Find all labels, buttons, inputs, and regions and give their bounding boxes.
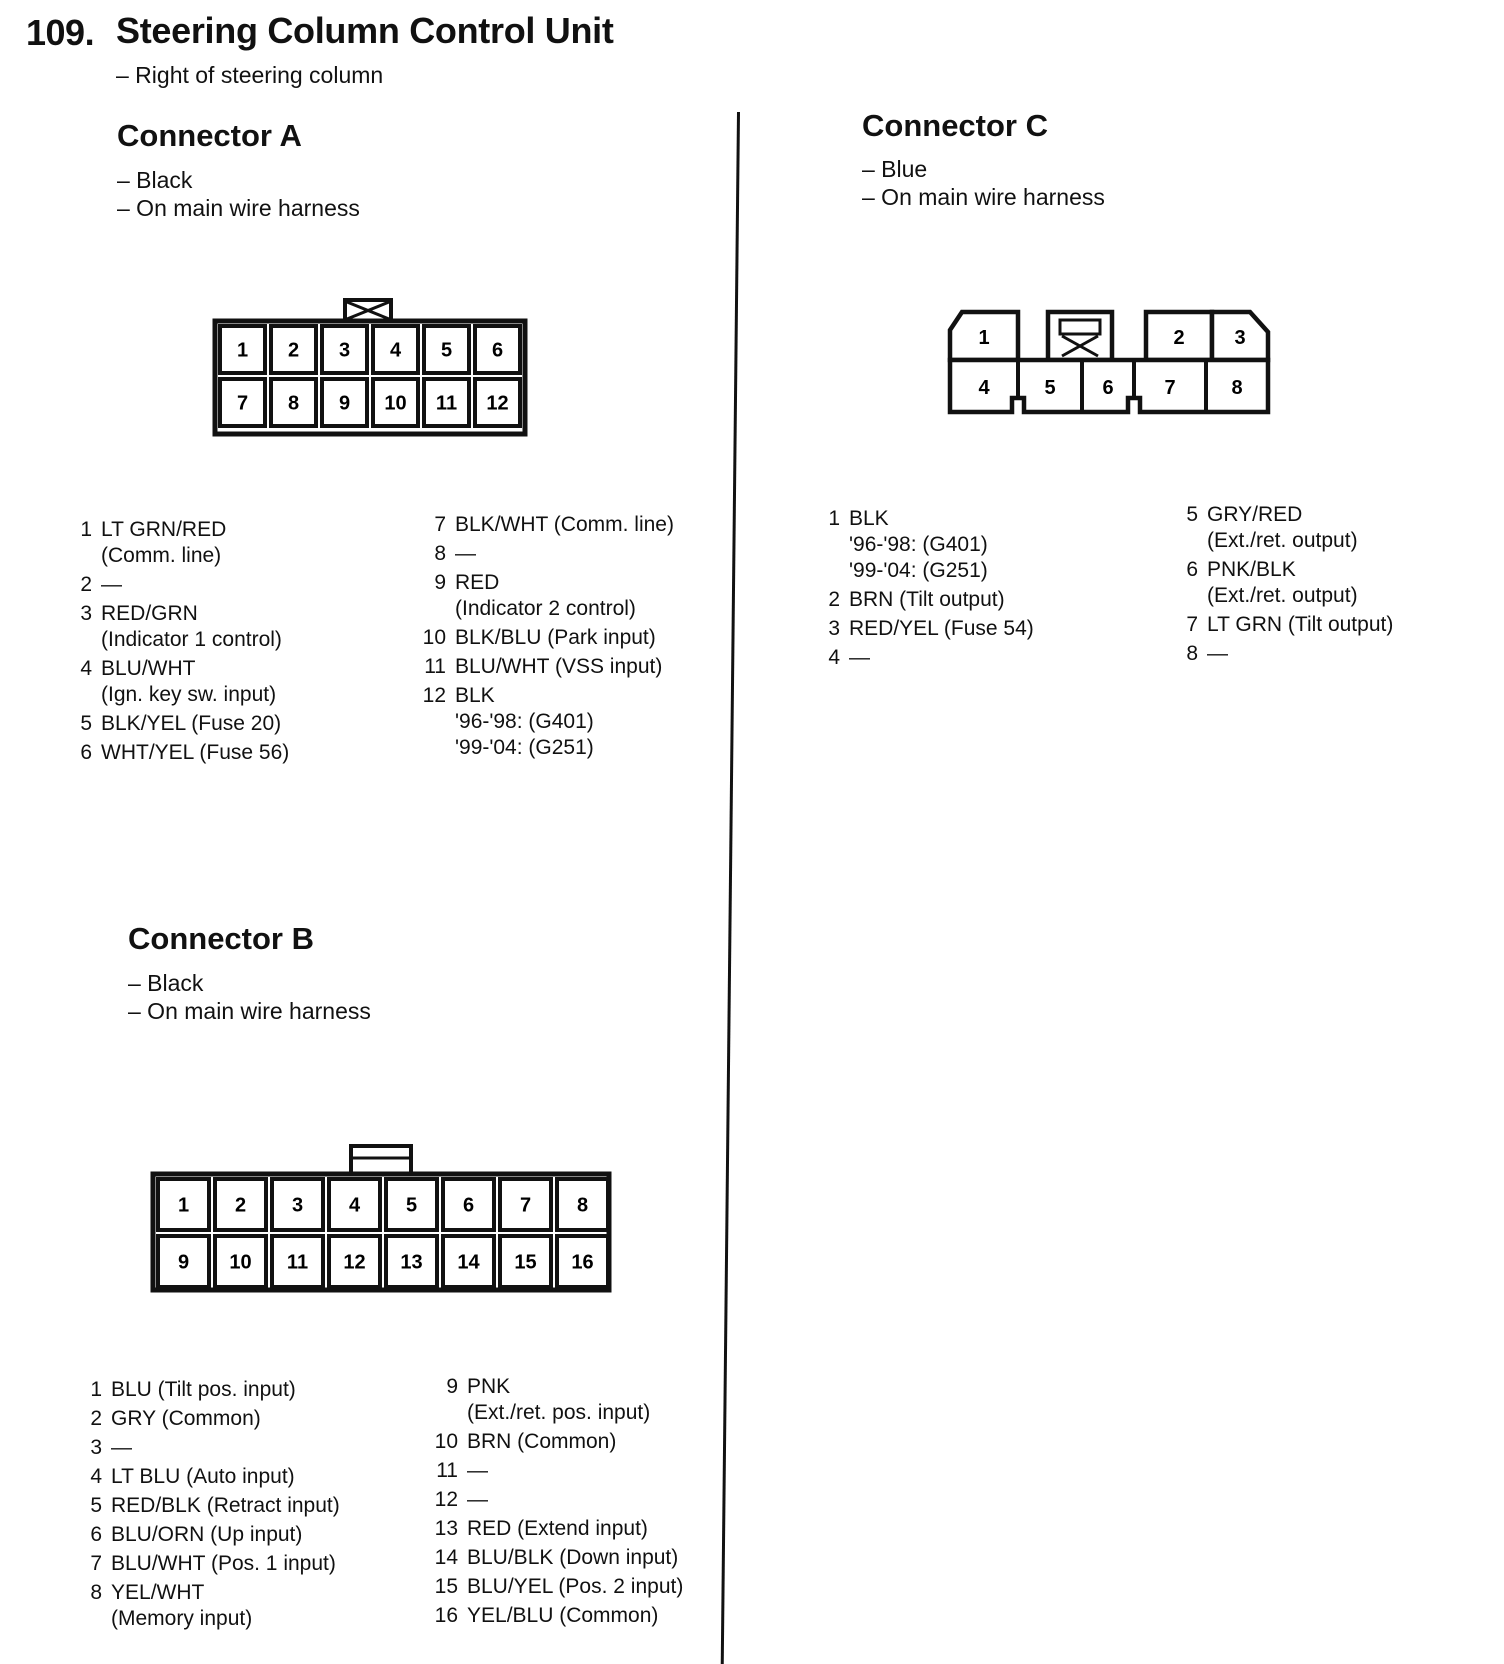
pin-description-line: PNK/BLK <box>1207 558 1296 581</box>
pin-description <box>111 1493 340 1519</box>
pin-description <box>1207 641 1228 667</box>
pin-number: 7 <box>434 513 446 536</box>
pin-entry <box>66 601 396 653</box>
pin-entry <box>66 517 396 569</box>
pin-entry <box>66 572 396 598</box>
pin-description-line: — <box>849 646 870 669</box>
connector-a-pin-label: 9 <box>338 392 351 415</box>
pin-description-line: BLK <box>455 684 495 707</box>
pin-description <box>455 625 656 651</box>
pin-entry <box>66 656 396 708</box>
pin-number: 6 <box>80 741 92 764</box>
pin-description <box>467 1603 658 1629</box>
pin-number: 5 <box>1186 503 1198 526</box>
pin-entry <box>418 683 738 761</box>
pin-entry <box>430 1516 750 1542</box>
pin-description-line: (Ext./ret. output) <box>1207 584 1358 607</box>
pin-description-line: BLU/ORN (Up input) <box>111 1523 303 1546</box>
pin-entry <box>78 1435 418 1461</box>
pin-number: 10 <box>434 1430 458 1453</box>
pin-description-line: — <box>101 573 122 596</box>
connector-b-pin-label: 9 <box>177 1251 190 1274</box>
pin-description-line: — <box>467 1488 488 1511</box>
pin-description-line: '99-'04: (G251) <box>455 736 594 759</box>
pin-description-line: GRY (Common) <box>111 1407 261 1430</box>
connector-b-pin-label: 1 <box>177 1194 190 1217</box>
pin-description <box>101 656 276 708</box>
connector-c-pins-left <box>818 506 1148 674</box>
page-number: 109. <box>26 12 95 53</box>
connector-a-pin-label: 10 <box>384 392 407 415</box>
pin-description-line: RED/BLK (Retract input) <box>111 1494 340 1517</box>
pin-description <box>467 1458 488 1484</box>
pin-description-line: LT GRN (Tilt output) <box>1207 613 1394 636</box>
connector-a-pin-label: 6 <box>491 339 504 362</box>
pin-description-line: — <box>455 542 476 565</box>
pin-number: 2 <box>828 588 840 611</box>
pin-number: 12 <box>434 1488 458 1511</box>
pin-number: 11 <box>436 1459 458 1482</box>
pin-description <box>455 570 636 622</box>
pin-description-line: RED/GRN <box>101 602 198 625</box>
connector-c-notes <box>862 155 1105 211</box>
pin-number: 8 <box>1186 642 1198 665</box>
pin-description-line: BLU/WHT <box>101 657 196 680</box>
pin-description-line: GRY/RED <box>1207 503 1303 526</box>
connector-a-pin-label: 12 <box>486 392 509 415</box>
pin-description-line: PNK <box>467 1375 511 1398</box>
pin-description-line: (Comm. line) <box>101 544 222 567</box>
pin-number: 8 <box>90 1581 102 1604</box>
pin-description <box>849 506 988 584</box>
connector-a-pin-label: 5 <box>440 339 453 362</box>
pin-number: 11 <box>424 655 446 678</box>
pin-number: 10 <box>422 626 446 649</box>
pin-description-line: BLU/YEL (Pos. 2 input) <box>467 1575 684 1598</box>
pin-entry <box>418 541 738 567</box>
pin-description-line: LT BLU (Auto input) <box>111 1465 295 1488</box>
pin-description-line: — <box>467 1459 488 1482</box>
pin-number: 1 <box>80 518 92 541</box>
pin-description <box>111 1377 296 1403</box>
pin-entry <box>78 1493 418 1519</box>
pin-entry <box>430 1458 750 1484</box>
pin-description-line: '96-'98: (G401) <box>849 533 988 556</box>
connector-c-title: Connector C <box>862 108 1048 143</box>
connector-b-pins-left <box>78 1377 418 1635</box>
connector-b-pin-label: 13 <box>400 1251 423 1274</box>
pin-number: 7 <box>90 1552 102 1575</box>
pin-description-line: BLK/WHT (Comm. line) <box>455 513 674 536</box>
pin-description <box>101 711 281 737</box>
pin-number: 9 <box>434 571 446 594</box>
pin-number: 13 <box>434 1517 458 1540</box>
pin-entry <box>818 506 1148 584</box>
pin-description <box>455 654 662 680</box>
pin-description-line: — <box>1207 642 1228 665</box>
connector-a-pin-label: 2 <box>287 339 300 362</box>
pin-entry <box>78 1377 418 1403</box>
pin-entry <box>78 1406 418 1432</box>
pin-description-line: WHT/YEL (Fuse 56) <box>101 741 290 764</box>
pin-number: 3 <box>828 617 840 640</box>
pin-entry <box>430 1374 750 1426</box>
pin-description-line: (Ext./ret. pos. input) <box>467 1401 651 1424</box>
pin-description <box>849 587 1005 613</box>
connector-c-pin-label: 7 <box>1164 377 1176 399</box>
connector-b-latch <box>351 1146 411 1174</box>
pin-description-line: BLU (Tilt pos. input) <box>111 1378 296 1401</box>
pin-description <box>849 645 870 671</box>
pin-description <box>467 1429 616 1455</box>
pin-description-line: '99-'04: (G251) <box>849 559 988 582</box>
connector-b-pin-label: 3 <box>291 1194 304 1217</box>
pin-entry <box>818 645 1148 671</box>
pin-description-line: (Indicator 2 control) <box>455 597 636 620</box>
pin-description-line: (Ext./ret. output) <box>1207 529 1358 552</box>
pin-entry <box>430 1603 750 1629</box>
pin-entry <box>418 570 738 622</box>
pin-description-line: BLU/WHT (VSS input) <box>455 655 663 678</box>
pin-description <box>101 601 282 653</box>
pin-entry <box>430 1545 750 1571</box>
pin-description <box>467 1516 648 1542</box>
connector-a-notes <box>117 166 360 222</box>
pin-description-line: BLK/BLU (Park input) <box>455 626 656 649</box>
pin-number: 16 <box>434 1604 458 1627</box>
pin-description-line: — <box>111 1436 132 1459</box>
connector-b-pin-label: 8 <box>576 1194 589 1217</box>
pin-description <box>111 1406 261 1432</box>
connector-c-pin-label: 6 <box>1102 377 1114 399</box>
pin-description-line: RED/YEL (Fuse 54) <box>849 617 1034 640</box>
connector-b-notes <box>128 969 371 1025</box>
pin-number: 14 <box>434 1546 458 1569</box>
connector-a-location-note: – On main wire harness <box>117 195 360 221</box>
pin-entry <box>1176 557 1496 609</box>
connector-b-pin-label: 4 <box>348 1194 361 1217</box>
pin-description-line: YEL/BLU (Common) <box>467 1604 659 1627</box>
pin-description-line: '96-'98: (G401) <box>455 710 594 733</box>
pin-description-line: BRN (Tilt output) <box>849 588 1005 611</box>
connector-b-pin-label: 12 <box>343 1251 366 1274</box>
connector-c-pin-label: 5 <box>1044 377 1056 399</box>
pin-number: 5 <box>80 712 92 735</box>
pin-number: 1 <box>90 1378 102 1401</box>
connector-b-pin-label: 6 <box>462 1194 475 1217</box>
connector-a-pin-label: 4 <box>389 339 402 362</box>
pin-description-line: YEL/WHT <box>111 1581 205 1604</box>
pin-number: 2 <box>90 1407 102 1430</box>
pin-number: 15 <box>434 1575 458 1598</box>
pin-number: 8 <box>434 542 446 565</box>
pin-entry <box>818 616 1148 642</box>
pin-description-line: BLU/WHT (Pos. 1 input) <box>111 1552 336 1575</box>
pin-description <box>455 683 594 761</box>
connector-c-color-note: – Blue <box>862 156 928 182</box>
pin-number: 2 <box>80 573 92 596</box>
pin-entry <box>1176 502 1496 554</box>
connector-a-pin-label: 7 <box>236 392 249 415</box>
pin-description <box>111 1580 252 1632</box>
connector-b-pin-label: 15 <box>514 1251 537 1274</box>
pin-description <box>455 512 674 538</box>
pin-description <box>111 1464 295 1490</box>
pin-description <box>467 1574 683 1600</box>
connector-b-pin-label: 5 <box>405 1194 418 1217</box>
connector-b-title: Connector B <box>128 921 314 956</box>
pin-description <box>111 1522 302 1548</box>
connector-b-pin-label: 2 <box>234 1194 247 1217</box>
connector-b-pin-label: 7 <box>519 1194 532 1217</box>
pin-description <box>101 740 289 766</box>
pin-entry <box>66 740 396 766</box>
pin-number: 4 <box>828 646 840 669</box>
pin-number: 3 <box>80 602 92 625</box>
connector-b-pin-label: 10 <box>229 1251 252 1274</box>
pin-entry <box>1176 612 1496 638</box>
pin-description <box>455 541 476 567</box>
pin-entry <box>818 587 1148 613</box>
pin-number: 4 <box>80 657 92 680</box>
pin-entry <box>78 1580 418 1632</box>
connector-b-pin-label: 16 <box>571 1251 594 1274</box>
pin-description <box>1207 502 1358 554</box>
connector-a-diagram <box>200 290 540 440</box>
pin-number: 12 <box>422 684 446 707</box>
pin-number: 4 <box>90 1465 102 1488</box>
connector-a-color-note: – Black <box>117 167 193 193</box>
connector-c-pin-label: 3 <box>1234 327 1246 349</box>
page-title: Steering Column Control Unit <box>116 10 614 51</box>
pin-number: 3 <box>90 1436 102 1459</box>
pin-entry <box>78 1522 418 1548</box>
pin-entry <box>78 1551 418 1577</box>
pin-entry <box>430 1429 750 1455</box>
connector-b-pins-right <box>430 1374 750 1632</box>
pin-number: 7 <box>1186 613 1198 636</box>
connector-a-pin-label: 8 <box>287 392 300 415</box>
connector-b-pin-label: 11 <box>286 1251 309 1274</box>
pin-description-line: RED <box>455 571 500 594</box>
pin-description-line: LT GRN/RED <box>101 518 227 541</box>
pin-number: 5 <box>90 1494 102 1517</box>
pin-description-line: BLK <box>849 507 889 530</box>
connector-c-pin-label: 2 <box>1173 327 1185 349</box>
pin-description <box>101 572 122 598</box>
connector-a-pin-label: 3 <box>338 339 351 362</box>
pin-description-line: BLK/YEL (Fuse 20) <box>101 712 282 735</box>
pin-description <box>111 1551 336 1577</box>
pin-description-line: (Ign. key sw. input) <box>101 683 277 706</box>
pin-description <box>467 1545 678 1571</box>
connector-b-color-note: – Black <box>128 970 204 996</box>
pin-description <box>467 1374 650 1426</box>
connector-b-diagram <box>140 1140 630 1300</box>
pin-description-line: (Indicator 1 control) <box>101 628 282 651</box>
connector-b-location-note: – On main wire harness <box>128 998 371 1024</box>
connector-a-pin-label: 1 <box>236 339 249 362</box>
connector-a-title: Connector A <box>117 118 302 153</box>
connector-a-pin-label: 11 <box>435 392 458 415</box>
pin-number: 6 <box>90 1523 102 1546</box>
connector-c-pin-label: 8 <box>1231 377 1243 399</box>
connector-c-pins-right <box>1176 502 1496 670</box>
pin-description <box>467 1487 488 1513</box>
connector-c-pin-label: 4 <box>978 377 990 399</box>
pin-description-line: RED (Extend input) <box>467 1517 648 1540</box>
pin-entry <box>430 1487 750 1513</box>
pin-description <box>1207 557 1358 609</box>
pin-description <box>1207 612 1393 638</box>
pin-description-line: BLU/BLK (Down input) <box>467 1546 679 1569</box>
connector-c-diagram <box>940 300 1280 430</box>
pin-entry <box>418 512 738 538</box>
pin-entry <box>78 1464 418 1490</box>
connector-b-pin-label: 14 <box>457 1251 480 1274</box>
pin-number: 9 <box>446 1375 458 1398</box>
page-subtitle: – Right of steering column <box>116 62 384 88</box>
pin-entry <box>418 625 738 651</box>
pin-description <box>849 616 1034 642</box>
pin-description-line: (Memory input) <box>111 1607 253 1630</box>
pin-number: 1 <box>828 507 840 530</box>
connector-a-pins-right <box>418 512 738 764</box>
connector-c-pin-label: 1 <box>978 327 990 349</box>
connector-a-pins-left <box>66 517 396 769</box>
pin-entry <box>1176 641 1496 667</box>
pin-description <box>111 1435 132 1461</box>
pin-entry <box>418 654 738 680</box>
pin-number: 6 <box>1186 558 1198 581</box>
pin-description-line: BRN (Common) <box>467 1430 617 1453</box>
pin-entry <box>430 1574 750 1600</box>
pin-entry <box>66 711 396 737</box>
connector-c-location-note: – On main wire harness <box>862 184 1105 210</box>
pin-description <box>101 517 226 569</box>
